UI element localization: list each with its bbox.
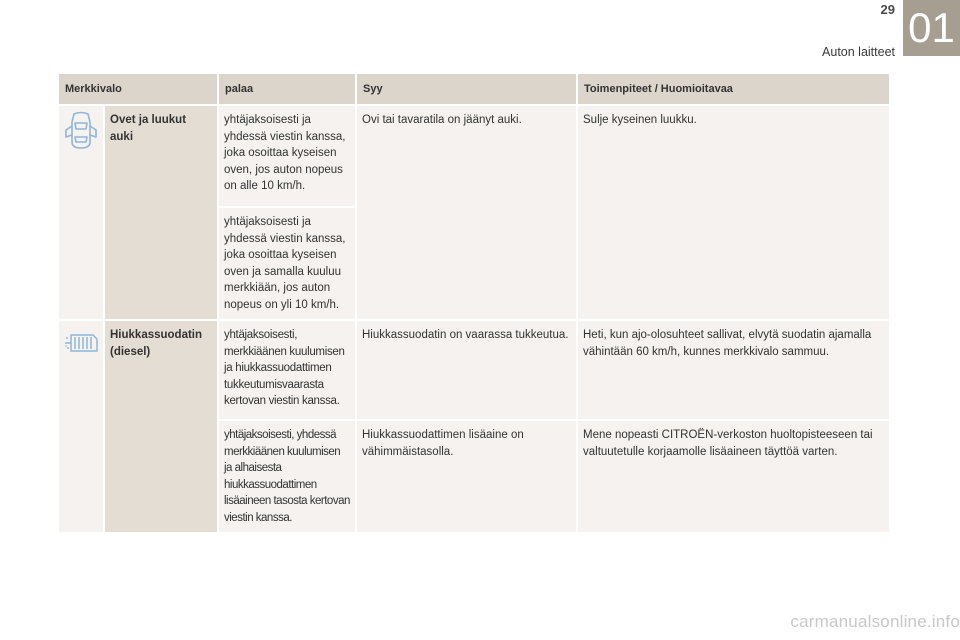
watermark-text: carmanualsonline.info (790, 612, 960, 631)
state-cell: yhtäjaksoisesti, merkkiäänen kuulumisen ja hiukkassuodattimen tukkeutumisvaarasta kertovan viestin kanssa. (219, 321, 355, 419)
cause-cell: Ovi tai tavaratila on jäänyt auki. (357, 106, 576, 319)
icon-cell (59, 321, 103, 532)
light-name: Hiukkassuodatin (diesel) (105, 321, 217, 532)
state-cell: yhtäjaksoisesti, yhdessä merkkiäänen kuulumisen ja alhaisesta hiukkassuodattimen lisäaineen tasosta kertovan viestin kanssa. (219, 421, 355, 532)
chapter-tab: 01 (903, 0, 960, 56)
table-row (59, 321, 889, 419)
door-open-car-icon (59, 110, 103, 152)
column-header-palaa: palaa (219, 74, 355, 104)
icon-cell (59, 106, 103, 319)
section-title: Auton laitteet (822, 45, 895, 59)
column-header-merkkivalo: Merkkivalo (59, 74, 217, 104)
table-row (59, 106, 889, 206)
particle-filter-icon (59, 331, 103, 355)
cause-cell: Hiukkassuodattimen lisäaine on vähimmäistasolla. (357, 421, 576, 532)
action-cell: Sulje kyseinen luukku. (578, 106, 889, 319)
state-cell: yhtäjaksoisesti ja yhdessä viestin kanssa, joka osoittaa kyseisen oven, jos auton nopeus on alle 10 km/h. (219, 106, 355, 206)
action-cell: Heti, kun ajo-olosuhteet sallivat, elvytä suodatin ajamalla vähintään 60 km/h, kunnes merkkivalo sammuu. (578, 321, 889, 419)
page-number: 29 (880, 2, 895, 17)
column-header-toimenpiteet: Toimenpiteet / Huomioitavaa (578, 74, 889, 104)
cause-cell: Hiukkassuodatin on vaarassa tukkeutua. (357, 321, 576, 419)
warning-lights-table (57, 72, 891, 534)
light-name: Ovet ja luukut auki (105, 106, 217, 319)
table-header-row (59, 74, 889, 104)
action-cell: Mene nopeasti CITROËN-verkoston huoltopisteeseen tai valtuutetulle korjaamolle lisäaineen täyttöä varten. (578, 421, 889, 532)
column-header-syy: Syy (357, 74, 576, 104)
state-cell: yhtäjaksoisesti ja yhdessä viestin kanssa, joka osoittaa kyseisen oven ja samalla kuuluu merkkiään, jos auton nopeus on yli 10 km/h. (219, 208, 355, 319)
